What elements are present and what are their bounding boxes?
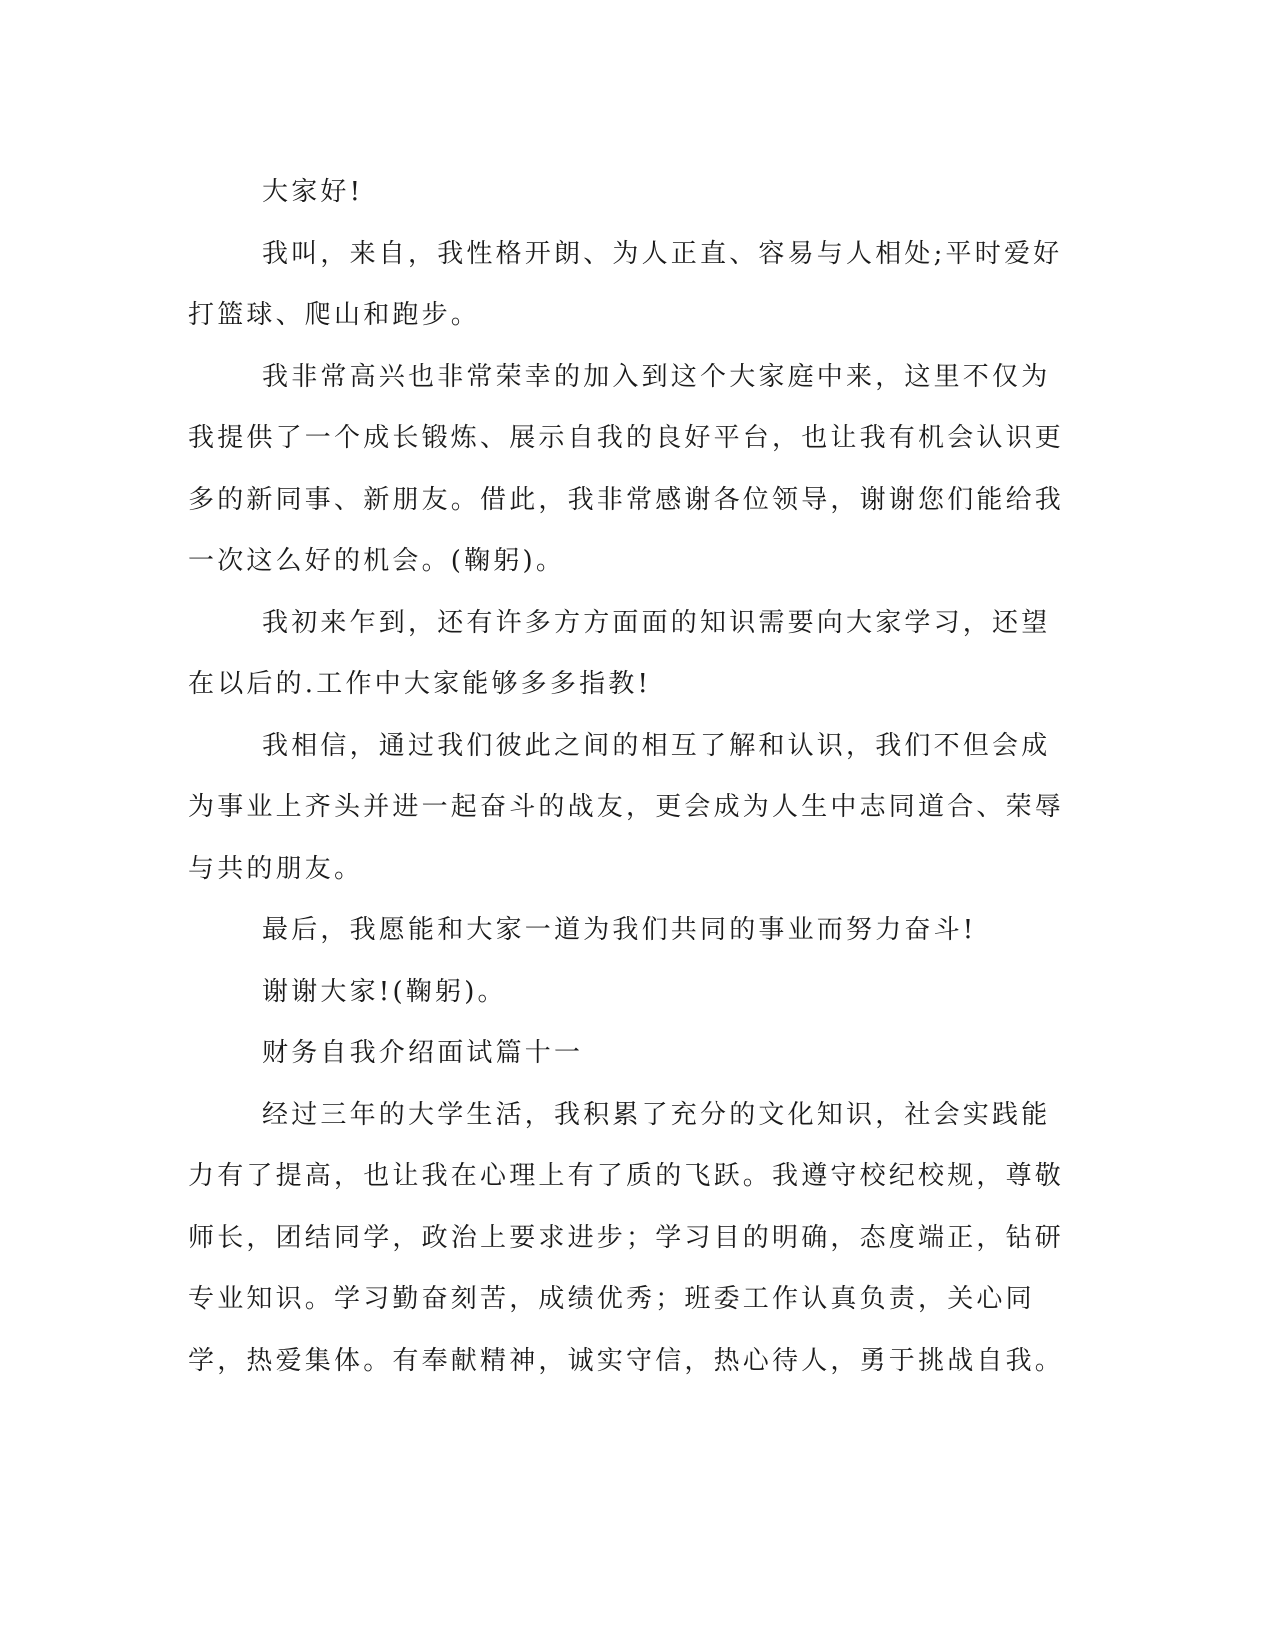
paragraph-university-life: 经过三年的大学生活，我积累了充分的文化知识，社会实践能力有了提高，也让我在心理上有了质的飞跃。我遵守校纪校规，尊敬师长，团结同学，政治上要求进步；学习目的明确，态度端正，钻研专业知识。学习勤奋刻苦，成绩优秀；班委工作认真负责，关心同学，热爱集体。有奉献精神，诚实守信，热心待人，勇于挑战自我。 [188,1099,1065,1376]
paragraph-greeting: 大家好! [262,177,364,207]
paragraph-closing: 最后，我愿能和大家一道为我们共同的事业而努力奋斗! [262,915,977,945]
section-heading: 财务自我介绍面试篇十一 [262,1038,584,1068]
paragraph-self-intro: 我叫，来自，我性格开朗、为人正直、容易与人相处;平时爱好打篮球、爬山和跑步。 [188,238,1063,330]
paragraph-thanks: 谢谢大家!(鞠躬)。 [262,976,507,1007]
document-body [188,162,1078,1392]
paragraph-joining-thanks: 我非常高兴也非常荣幸的加入到这个大家庭中来，这里不仅为我提供了一个成长锻炼、展示自我的良好平台，也让我有机会认识更多的新同事、新朋友。借此，我非常感谢各位领导，谢谢您们能给我一次这么好的机会。(鞠躬)。 [188,361,1065,576]
paragraph-belief: 我相信，通过我们彼此之间的相互了解和认识，我们不但会成为事业上齐头并进一起奋斗的战友，更会成为人生中志同道合、荣辱与共的朋友。 [188,730,1065,884]
paragraph-learning: 我初来乍到，还有许多方方面面的知识需要向大家学习，还望在以后的.工作中大家能够多多指教! [188,607,1051,699]
